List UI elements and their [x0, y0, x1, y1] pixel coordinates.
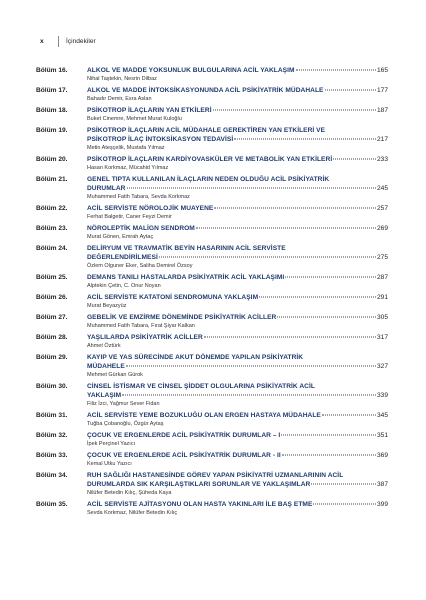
- page-number-ref: 399: [376, 501, 388, 508]
- chapter-authors: Muhammed Fatih Tabara, Sevda Korkmaz: [87, 194, 190, 200]
- page-number-ref: 345: [376, 412, 388, 419]
- dot-leader: [313, 504, 376, 505]
- dot-leader: [325, 90, 376, 91]
- chapter-number: Bölüm 30.: [36, 383, 68, 390]
- chapter-authors: Kemal Utku Yazıcı: [87, 461, 132, 467]
- page-number-ref: 187: [376, 107, 388, 114]
- chapter-authors: Hasan Korkmaz, Mücahid Yılmaz: [87, 165, 169, 171]
- dot-leader: [127, 188, 376, 189]
- chapter-number: Bölüm 31.: [36, 412, 68, 419]
- page-number-ref: 351: [376, 432, 388, 439]
- toc-entry[interactable]: [36, 273, 388, 290]
- chapter-title: ACİL SERVİSTE AJİTASYONU OLAN HASTA YAKINLARI İLE BAŞ ETME: [87, 501, 313, 508]
- chapter-title: ALKOL VE MADDE YOKSUNLUK BULGULARINA ACİL YAKLAŞIM: [87, 67, 295, 74]
- chapter-title-continued: MÜDAHELE: [87, 363, 125, 370]
- chapter-number: Bölüm 20.: [36, 156, 68, 163]
- chapter-number: Bölüm 23.: [36, 225, 68, 232]
- header-divider: [58, 36, 59, 47]
- page-number-ref: 287: [376, 274, 388, 281]
- chapter-title: PSİKOTROP İLAÇLARIN KARDİYOVASKÜLER VE METABOLİK YAN ETKİLERİ: [87, 156, 333, 163]
- dot-leader: [296, 70, 376, 71]
- dot-leader: [311, 484, 376, 485]
- chapter-title: PSİKOTROP İLAÇLARIN YAN ETKİLERİ: [87, 107, 212, 114]
- dot-leader: [214, 208, 376, 209]
- chapter-authors: Bahadır Demir, Esra Aslan: [87, 96, 152, 102]
- toc-entry[interactable]: [36, 204, 388, 221]
- dot-leader: [322, 415, 376, 416]
- chapter-title: ÇOCUK VE ERGENLERDE ACİL PSİKİYATRİK DURUMLAR – I: [87, 432, 281, 439]
- page-number-ref: 387: [376, 481, 388, 488]
- page-number: x: [40, 38, 44, 45]
- chapter-authors: Filiz İzci, Yağmur Sever Fidan: [87, 401, 160, 407]
- dot-leader: [282, 455, 376, 456]
- dot-leader: [159, 257, 376, 258]
- toc-entry[interactable]: [36, 155, 388, 172]
- dot-leader: [281, 435, 376, 436]
- chapter-number: Bölüm 25.: [36, 274, 68, 281]
- toc-entry[interactable]: [36, 431, 388, 448]
- chapter-number: Bölüm 18.: [36, 107, 68, 114]
- page-number-ref: 269: [376, 225, 388, 232]
- chapter-title: GEBELİK VE EMZİRME DÖNEMİNDE PSİKİYATRİK ACİLLER: [87, 314, 277, 321]
- chapter-title: YAŞLILARDA PSİKİYATRİK ACİLLER: [87, 334, 203, 341]
- chapter-title: DEMANS TANILI HASTALARDA PSİKİYATRİK ACİL YAKLAŞIMI: [87, 274, 285, 281]
- chapter-title-continued: YAKLAŞIM: [87, 392, 122, 399]
- chapter-title-continued: DURUMLAR: [87, 185, 126, 192]
- chapter-number: Bölüm 34.: [36, 472, 68, 479]
- toc-entry[interactable]: [36, 175, 388, 201]
- dot-leader: [204, 337, 376, 338]
- chapter-title-continued: PSİKOTROP İLAÇ İNTOKSİKASYON TEDAVİSİ: [87, 136, 234, 143]
- chapter-number: Bölüm 29.: [36, 354, 68, 361]
- page-number-ref: 327: [376, 363, 388, 370]
- chapter-title: ÇOCUK VE ERGENLERDE ACİL PSİKİYATRİK DURUMLAR - II: [87, 452, 281, 459]
- chapter-authors: Buket Cinemre, Mehmet Murat Kuloğlu: [87, 116, 182, 122]
- page-number-ref: 339: [376, 392, 388, 399]
- chapter-number: Bölüm 35.: [36, 501, 68, 508]
- chapter-title: GENEL TIPTA KULLANILAN İLAÇLARIN NEDEN OLDUĞU ACİL PSİKİYATRİK: [87, 176, 330, 183]
- chapter-title: NÖROLEPTİK MALİGN SENDROM: [87, 225, 195, 232]
- toc-entry[interactable]: [36, 382, 388, 408]
- chapter-title: PSİKOTROP İLAÇLARIN ACİL MÜDAHALE GEREKTİREN YAN ETKİLERİ VE: [87, 127, 326, 134]
- chapter-authors: Sevda Korkmaz, Nilüfer Betedin Kılıç: [87, 510, 178, 516]
- chapter-title: KAYIP VE YAS SÜRECİNDE AKUT DÖNEMDE YAPILAN PSİKİYATRİK: [87, 354, 304, 361]
- chapter-number: Bölüm 16.: [36, 67, 68, 74]
- chapter-title: RUH SAĞLIĞI HASTANESİNDE GÖREV YAPAN PSİKİYATRİ UZMANLARININ ACİL: [87, 472, 344, 479]
- page-number-ref: 317: [376, 334, 388, 341]
- dot-leader: [277, 317, 376, 318]
- chapter-authors: Ahmet Öztürk: [87, 343, 121, 349]
- chapter-authors: İpek Perçinel Yazıcı: [87, 441, 136, 447]
- page-number-ref: 165: [376, 67, 388, 74]
- page-number-ref: 291: [376, 294, 388, 301]
- toc-entry[interactable]: [36, 86, 388, 103]
- chapter-number: Bölüm 27.: [36, 314, 68, 321]
- chapter-title-continued: DEĞERLENDİRİLMESİ: [87, 254, 158, 261]
- dot-leader: [285, 277, 376, 278]
- toc-entry[interactable]: [36, 313, 388, 330]
- chapter-title: ACİL SERVİSTE YEME BOZUKLUĞU OLAN ERGEN HASTAYA MÜDAHALE: [87, 412, 321, 419]
- chapter-number: Bölüm 19.: [36, 127, 68, 134]
- page-number-ref: 177: [376, 87, 388, 94]
- chapter-number: Bölüm 21.: [36, 176, 68, 183]
- chapter-number: Bölüm 28.: [36, 334, 68, 341]
- page-number-ref: 217: [376, 136, 388, 143]
- chapter-title: ALKOL VE MADDE İNTOKSİKASYONUNDA ACİL PSİKİYATRİK MÜDAHALE: [87, 87, 324, 94]
- chapter-number: Bölüm 26.: [36, 294, 68, 301]
- chapter-number: Bölüm 17.: [36, 87, 68, 94]
- chapter-title: ACİL SERVİSTE KATATONİ SENDROMUNA YAKLAŞIM: [87, 294, 259, 301]
- toc-entry[interactable]: [36, 224, 388, 241]
- toc-entry[interactable]: [36, 66, 388, 83]
- toc-entry[interactable]: [36, 451, 388, 468]
- chapter-number: Bölüm 33.: [36, 452, 68, 459]
- dot-leader: [234, 139, 376, 140]
- chapter-authors: Mehmet Gürkan Gürok: [87, 372, 143, 378]
- chapter-authors: Murat Beyazyüz: [87, 303, 127, 309]
- chapter-title: ACİL SERVİSTE NÖROLOJİK MUAYENE: [87, 205, 214, 212]
- page-number-ref: 275: [376, 254, 388, 261]
- page-number-ref: 305: [376, 314, 388, 321]
- toc-entry[interactable]: [36, 126, 388, 152]
- page-number-ref: 257: [376, 205, 388, 212]
- page-number-ref: 369: [376, 452, 388, 459]
- table-of-contents: [36, 66, 388, 520]
- toc-entry[interactable]: [36, 471, 388, 497]
- chapter-title: DELİRYUM VE TRAVMATİK BEYİN HASARININ ACİL SERVİSTE: [87, 245, 286, 252]
- page-number-ref: 245: [376, 185, 388, 192]
- chapter-authors: Muhammed Fatih Tabara, Fırat Şiyar Kalkan: [87, 323, 195, 329]
- toc-entry[interactable]: [36, 500, 388, 517]
- dot-leader: [196, 228, 376, 229]
- toc-entry[interactable]: [36, 244, 388, 270]
- dot-leader: [122, 395, 376, 396]
- dot-leader: [333, 159, 376, 160]
- toc-entry[interactable]: [36, 293, 388, 310]
- chapter-authors: Nihal Taştekin, Nesrin Dilbaz: [87, 76, 157, 82]
- chapter-number: Bölüm 22.: [36, 205, 68, 212]
- section-title: İçindekiler: [66, 38, 96, 45]
- toc-entry[interactable]: [36, 353, 388, 379]
- chapter-authors: Nilüfer Betedin Kılıç, Şüheda Kaya: [87, 490, 172, 496]
- page-number-ref: 233: [376, 156, 388, 163]
- dot-leader: [213, 110, 376, 111]
- dot-leader: [259, 297, 376, 298]
- chapter-authors: Murat Gönen, Emrah Aytaç: [87, 234, 154, 240]
- chapter-title-continued: DURUMLARDA SIK KARŞILAŞTIKLARI SORUNLAR VE YAKLAŞIMLAR: [87, 481, 311, 488]
- chapter-title: CİNSEL İSTİSMAR VE CİNSEL ŞİDDET OLGULARINA PSİKİYATRİK ACİL: [87, 383, 315, 390]
- chapter-authors: Metin Ateşçelik, Mustafa Yılmaz: [87, 145, 165, 151]
- dot-leader: [126, 366, 376, 367]
- chapter-authors: Tuğba Çobanoğlu, Özgür Aytaş: [87, 421, 164, 427]
- toc-entry[interactable]: [36, 333, 388, 350]
- toc-entry[interactable]: [36, 106, 388, 123]
- chapter-number: Bölüm 32.: [36, 432, 68, 439]
- chapter-authors: Alptekin Çetin, C. Onur Noyan: [87, 283, 161, 289]
- chapter-number: Bölüm 24.: [36, 245, 68, 252]
- toc-entry[interactable]: [36, 411, 388, 428]
- chapter-authors: Ferhat Balgetir, Caner Feyzi Demir: [87, 214, 172, 220]
- chapter-authors: Özlem Olguner Eker, Saliha Demirel Özsoy: [87, 263, 193, 269]
